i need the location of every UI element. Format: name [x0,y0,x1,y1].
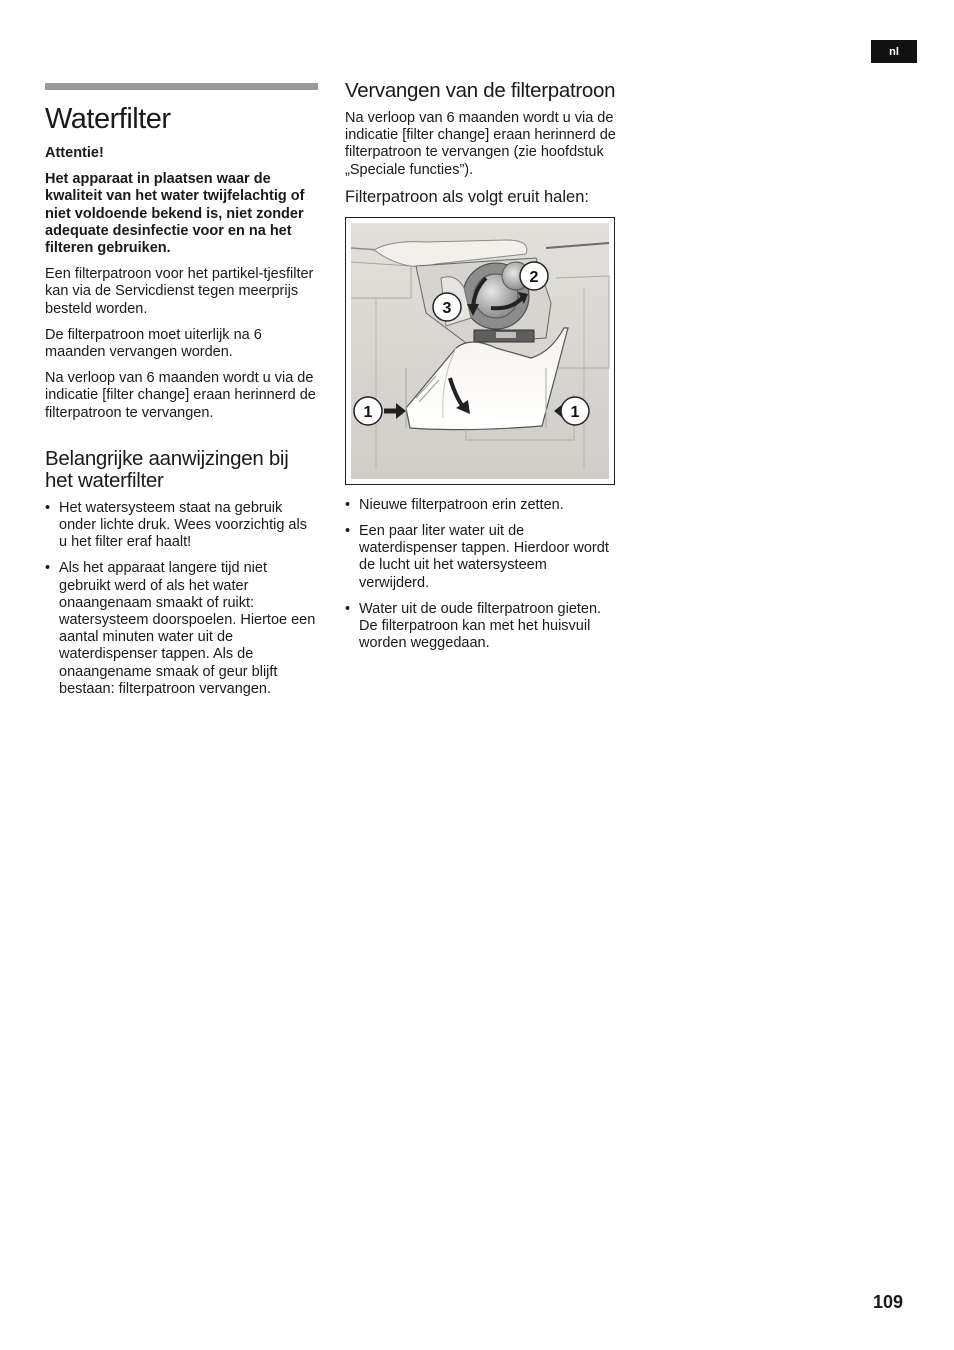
section-rule [45,83,318,90]
language-tab: nl [871,40,917,63]
svg-text:1: 1 [363,403,373,421]
list-item: • Een paar liter water uit de waterdispenser tappen. Hierdoor wordt de lucht uit het watersysteem verwijderd. [345,523,620,592]
list-item: • Als het apparaat langere tijd niet gebruikt werd of als het water onaangenaam smaakt of ruikt: watersysteem doorspoelen. Hiertoe een aantal minuten water uit de waterdispenser tappen. Als de onaangename smaak of geur blijft bestaan: filterpatroon vervangen. [45,560,318,698]
replace-heading: Vervangen van de filterpatroon [345,79,616,102]
important-notes-heading: Belangrijke aanwijzingen bij het waterfilter [45,446,289,492]
list-item: • Nieuwe filterpatroon erin zetten. [345,497,620,514]
svg-text:1: 1 [570,403,580,421]
page-number: 109 [873,1292,904,1312]
filter-removal-illustration [345,217,615,485]
svg-text:3: 3 [442,299,452,317]
filter-illustration-svg [346,218,614,484]
right-column [345,80,620,661]
list-item: • Het watersysteem staat na gebruik onder lichte druk. Wees voorzichtig als u het filter eraf haalt! [45,500,318,552]
svg-text:2: 2 [529,268,539,286]
warning-text: Het apparaat in plaatsen waar de kwaliteit van het water twijfelachtig of niet voldoende bekend is, niet zonder adequate desinfectie voor en na het filteren gebruiken. [45,171,305,257]
remove-steps-list [345,497,620,653]
replace-paragraph: Na verloop van 6 maanden wordt u via de indicatie [filter change] eraan herinnerd de filterpatroon te vervangen (zie hoofdstuk „Speciale functies”). [345,110,616,178]
list-item: • Water uit de oude filterpatroon gieten. De filterpatroon kan met het huisvuil worden weggedaan. [345,601,620,653]
paragraph-reminder: Na verloop van 6 maanden wordt u via de indicatie [filter change] eraan herinnerd de filterpatroon te vervangen. [45,370,316,421]
paragraph-replace-interval: De filterpatroon moet uiterlijk na 6 maanden vervangen worden. [45,326,262,361]
important-notes-list [45,500,318,698]
callout-1-left [354,397,382,425]
attention-label: Attentie! [45,145,104,161]
remove-steps-heading: Filterpatroon als volgt eruit halen: [345,187,589,206]
paragraph-filter-order: Een filterpatroon voor het partikel-tjesfilter kan via de Servicdienst tegen meerprijs besteld worden. [45,266,314,317]
callout-2 [520,262,548,290]
page-title: Waterfilter [45,103,171,135]
callout-3 [433,293,461,321]
callout-1-right [561,397,589,425]
left-column [45,83,318,707]
